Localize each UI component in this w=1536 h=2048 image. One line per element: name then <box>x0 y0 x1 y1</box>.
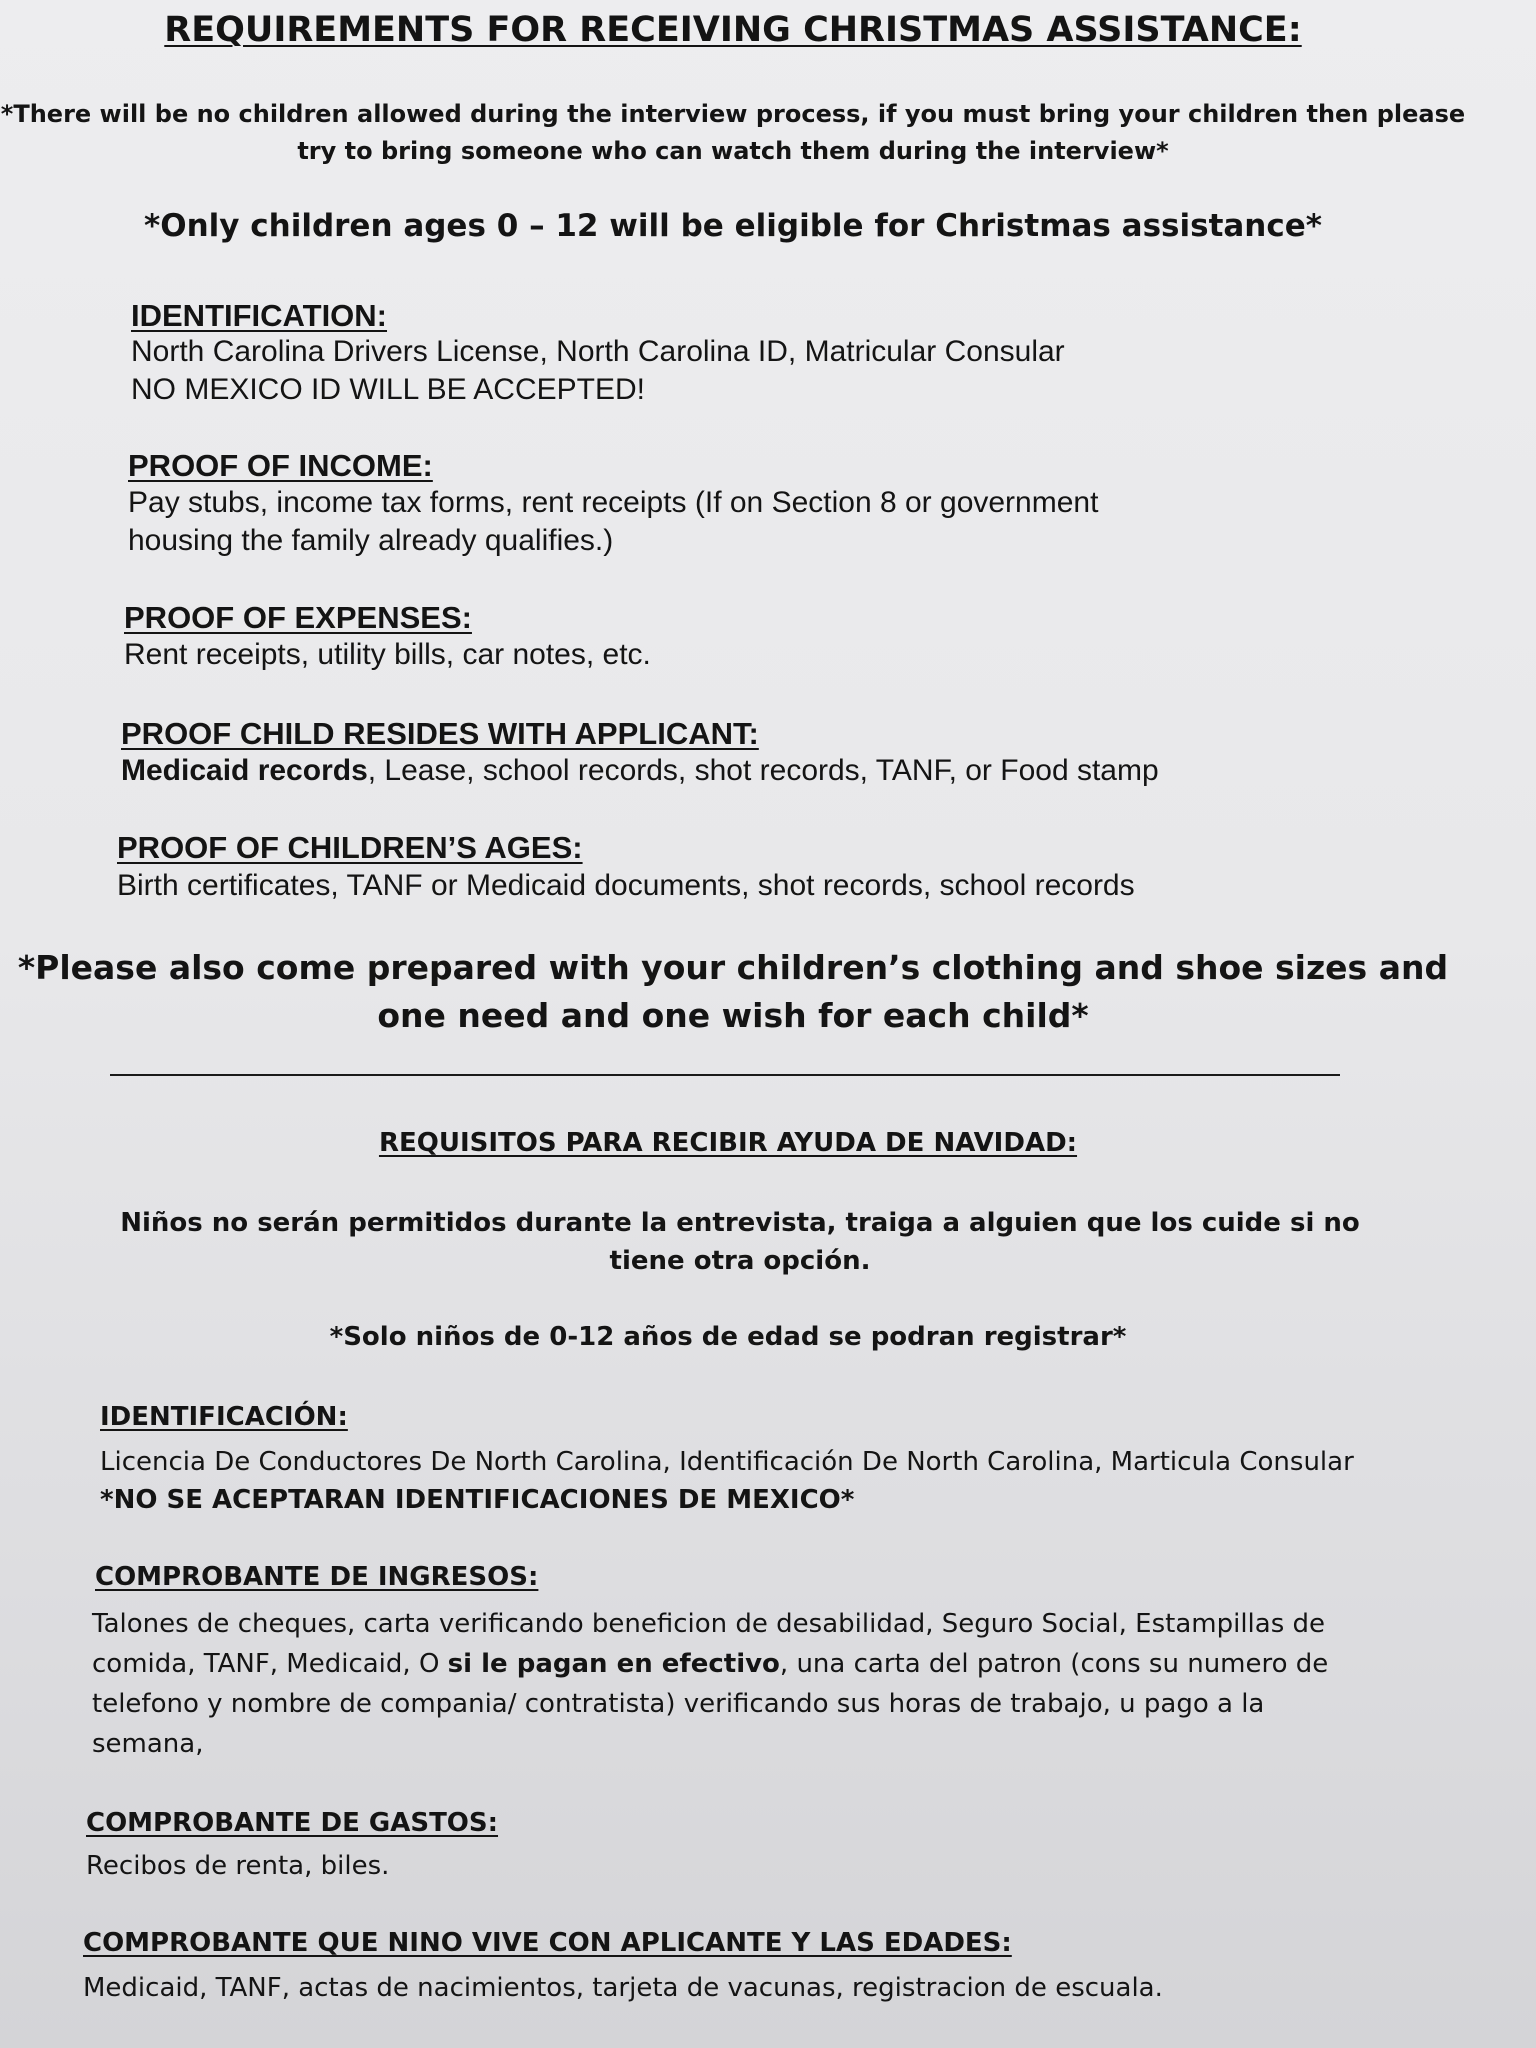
prepare-note: *Please also come prepared with your children’s clothing and shoe sizes and one need and one wish for each child* <box>17 948 1449 1035</box>
ingresos-text <box>92 1604 1372 1764</box>
residencia-edades-text: Medicaid, TANF, actas de nacimientos, tarjeta de vacunas, registracion de escuala. <box>83 1973 1163 2003</box>
identificacion-text-line1: Licencia De Conductores De North Carolina, Identificación De North Carolina, Marticula Consular <box>100 1447 1354 1477</box>
income-heading: PROOF OF INCOME: <box>128 448 433 483</box>
english-ages-note: *Only children ages 0 – 12 will be eligible for Christmas assistance* <box>144 208 1322 244</box>
ingresos-text-after: , una carta del patron (cons su numero de telefono y nombre de compania/ contratista) verificando sus horas de trabajo, u pago a la semana, <box>92 1649 1329 1759</box>
residence-text <box>121 752 1159 790</box>
ingresos-heading: COMPROBANTE DE INGRESOS: <box>95 1562 539 1592</box>
ingresos-text-before: Talones de cheques, carta verificando beneficion de desabilidad, Seguro Social, Estampillas de comida, TANF, Medicaid, O <box>92 1609 1326 1679</box>
gastos-heading: COMPROBANTE DE GASTOS: <box>86 1808 499 1838</box>
english-title: REQUIREMENTS FOR RECEIVING CHRISTMAS ASSISTANCE: <box>164 10 1302 50</box>
income-text-line1: Pay stubs, income tax forms, rent receipts (If on Section 8 or government <box>128 486 1099 519</box>
identification-text-line2: NO MEXICO ID WILL BE ACCEPTED! <box>131 373 645 406</box>
income-text-line2: housing the family already qualifies.) <box>128 524 614 557</box>
ingresos-text-bold: si le pagan en efectivo <box>447 1649 780 1679</box>
residence-heading: PROOF CHILD RESIDES WITH APPLICANT: <box>121 716 759 751</box>
spanish-title: REQUISITOS PARA RECIBIR AYUDA DE NAVIDAD: <box>378 1128 1078 1158</box>
ages-text: Birth certificates, TANF or Medicaid documents, shot records, school records <box>117 869 1135 902</box>
expenses-heading: PROOF OF EXPENSES: <box>124 600 472 635</box>
gastos-text: Recibos de renta, biles. <box>86 1851 390 1881</box>
residence-text-bold: Medicaid records <box>121 754 368 787</box>
identificacion-text-line2: *NO SE ACEPTARAN IDENTIFICACIONES DE MEXICO* <box>100 1485 855 1515</box>
residencia-edades-heading: COMPROBANTE QUE NINO VIVE CON APLICANTE Y LAS EDADES: <box>83 1928 1012 1958</box>
expenses-text: Rent receipts, utility bills, car notes, etc. <box>124 638 651 671</box>
identificacion-heading: IDENTIFICACIÓN: <box>100 1402 348 1432</box>
spanish-interview-note: Niños no serán permitidos durante la entrevista, traiga a alguien que los cuide si no tiene otra opción. <box>120 1208 1360 1276</box>
identification-text-line1: North Carolina Drivers License, North Carolina ID, Matricular Consular <box>131 335 1065 368</box>
ages-heading: PROOF OF CHILDREN’S AGES: <box>117 830 583 865</box>
identification-heading: IDENTIFICATION: <box>131 298 388 333</box>
english-interview-note: *There will be no children allowed during the interview process, if you must bring your children then please try to bring someone who can watch them during the interview* <box>0 100 1466 165</box>
spanish-ages-note: *Solo niños de 0-12 años de edad se podran registrar* <box>329 1322 1127 1352</box>
section-divider <box>110 1074 1340 1076</box>
residence-text-rest: , Lease, school records, shot records, TANF, or Food stamp <box>367 754 1159 787</box>
